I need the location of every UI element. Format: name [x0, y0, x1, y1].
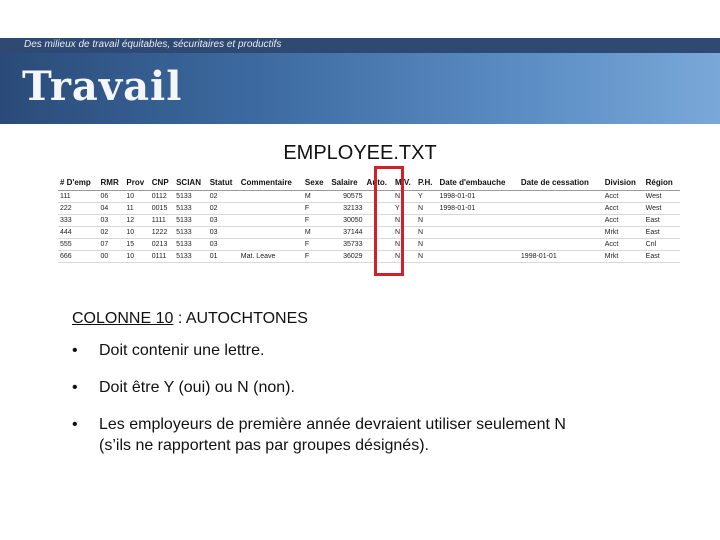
header-tagline: Des milieux de travail équitables, sécuritaires et productifs — [24, 39, 282, 50]
column-header: P.H. — [416, 174, 438, 191]
table-cell — [239, 191, 303, 203]
table-cell: 5133 — [174, 191, 208, 203]
table-cell: 10 — [124, 251, 149, 263]
table-cell: Acct — [603, 215, 644, 227]
bullet-text: Doit contenir une lettre. — [99, 342, 265, 359]
table-body — [58, 191, 680, 263]
table-cell — [239, 227, 303, 239]
table-cell: 222 — [58, 203, 99, 215]
table-cell: N — [393, 191, 416, 203]
column-header: # D'emp — [58, 174, 99, 191]
table-cell: 1111 — [150, 215, 174, 227]
column-header: Région — [644, 174, 680, 191]
table-cell: 5133 — [174, 239, 208, 251]
bullet-item — [72, 340, 592, 361]
table-cell: 36029 — [329, 251, 364, 263]
bullet-icon: • — [72, 342, 78, 359]
table-cell: 1998-01-01 — [438, 203, 519, 215]
table-cell: 03 — [208, 215, 239, 227]
bullet-text: Les employeurs de première année devraient utiliser seulement N (s’ils ne rapportent pas par groupes désignés). — [99, 416, 566, 454]
bullet-item — [72, 414, 592, 456]
table-cell: N — [416, 239, 438, 251]
table-cell: 11 — [124, 203, 149, 215]
table-cell: 03 — [99, 215, 125, 227]
table-cell: 0112 — [150, 191, 174, 203]
table-cell: M — [303, 191, 329, 203]
column-header: Division — [603, 174, 644, 191]
table-cell: N — [393, 251, 416, 263]
table-cell: 0015 — [150, 203, 174, 215]
table-cell: Mat. Leave — [239, 251, 303, 263]
bullet-text: Doit être Y (oui) ou N (non). — [99, 379, 295, 396]
bullet-item — [72, 377, 592, 398]
column-header: M.V. — [393, 174, 416, 191]
table-cell: Cnl — [644, 239, 680, 251]
table-cell: 02 — [208, 191, 239, 203]
table-row — [58, 227, 680, 239]
column-header: CNP — [150, 174, 174, 191]
table-cell — [519, 203, 603, 215]
table-cell: 333 — [58, 215, 99, 227]
table-header-row — [58, 174, 680, 191]
table-cell: 37144 — [329, 227, 364, 239]
table-cell: 0111 — [150, 251, 174, 263]
column-header: Auto. — [365, 174, 393, 191]
bullet-icon: • — [72, 379, 78, 396]
table-cell: 06 — [99, 191, 125, 203]
table-cell — [239, 203, 303, 215]
table-cell: Acct — [603, 191, 644, 203]
auto-column-highlight — [374, 166, 404, 276]
table-cell: 1998-01-01 — [438, 191, 519, 203]
table-cell: Mrkt — [603, 251, 644, 263]
table-cell: 666 — [58, 251, 99, 263]
table-cell — [438, 227, 519, 239]
table-cell: N — [416, 251, 438, 263]
table-cell: 02 — [99, 227, 125, 239]
table-cell — [519, 227, 603, 239]
table-cell — [519, 215, 603, 227]
table-cell: 03 — [208, 239, 239, 251]
column-header: SCIAN — [174, 174, 208, 191]
bullet-list — [72, 340, 592, 472]
table-cell: Y — [416, 191, 438, 203]
header-banner — [0, 53, 720, 124]
table-cell: East — [644, 215, 680, 227]
table-cell: F — [303, 239, 329, 251]
table-cell: Acct — [603, 203, 644, 215]
table-cell: 1998-01-01 — [519, 251, 603, 263]
table-row — [58, 203, 680, 215]
table-cell: 15 — [124, 239, 149, 251]
table-cell: 00 — [99, 251, 125, 263]
table-cell — [438, 215, 519, 227]
column-header: Commentaire — [239, 174, 303, 191]
table-cell — [519, 239, 603, 251]
slide-title: EMPLOYEE.TXT — [283, 142, 437, 164]
table-cell: 10 — [124, 227, 149, 239]
table-cell: East — [644, 227, 680, 239]
column-header: Sexe — [303, 174, 329, 191]
table-cell: 01 — [208, 251, 239, 263]
table-cell: N — [416, 227, 438, 239]
table-cell: 111 — [58, 191, 99, 203]
table-cell: 35733 — [329, 239, 364, 251]
subtitle-column-name: : AUTOCHTONES — [173, 310, 308, 327]
table-row — [58, 251, 680, 263]
table-cell: N — [416, 215, 438, 227]
column-header: Date de cessation — [519, 174, 603, 191]
table-cell: 02 — [208, 203, 239, 215]
table-cell: Y — [393, 203, 416, 215]
table-cell: East — [644, 251, 680, 263]
table-cell: Mrkt — [603, 227, 644, 239]
column-header: Statut — [208, 174, 239, 191]
column-header: RMR — [99, 174, 125, 191]
employee-table — [58, 174, 680, 278]
table-cell: Acct — [603, 239, 644, 251]
table-cell: 5133 — [174, 215, 208, 227]
table-cell: 0213 — [150, 239, 174, 251]
table-cell: 03 — [208, 227, 239, 239]
table-row — [58, 239, 680, 251]
table-cell: N — [393, 239, 416, 251]
table-cell: 5133 — [174, 203, 208, 215]
column-header: Date d'embauche — [438, 174, 519, 191]
table-cell: F — [303, 203, 329, 215]
table-cell: N — [416, 203, 438, 215]
table-cell: 07 — [99, 239, 125, 251]
table-cell: 12 — [124, 215, 149, 227]
subtitle-column-label: COLONNE 10 — [72, 310, 174, 327]
table-cell — [519, 191, 603, 203]
table-cell: West — [644, 203, 680, 215]
table-cell: 10 — [124, 191, 149, 203]
header-strip — [0, 38, 720, 53]
table-cell: M — [303, 227, 329, 239]
table-cell — [239, 215, 303, 227]
table-cell: 04 — [99, 203, 125, 215]
travail-logo: Travail — [22, 63, 183, 110]
table-cell — [438, 251, 519, 263]
table-cell: 444 — [58, 227, 99, 239]
table-cell — [438, 239, 519, 251]
table-cell: 555 — [58, 239, 99, 251]
table-cell: 32133 — [329, 203, 364, 215]
table-cell: 5133 — [174, 227, 208, 239]
slide-subtitle — [72, 310, 308, 328]
table-cell: 30050 — [329, 215, 364, 227]
table-row — [58, 191, 680, 203]
table-cell: 90575 — [329, 191, 364, 203]
table-cell: 5133 — [174, 251, 208, 263]
table-cell: West — [644, 191, 680, 203]
column-header: Prov — [124, 174, 149, 191]
table-cell: N — [393, 215, 416, 227]
table-cell: F — [303, 251, 329, 263]
table-row — [58, 215, 680, 227]
table-cell: 1222 — [150, 227, 174, 239]
table-cell: F — [303, 215, 329, 227]
table-cell: N — [393, 227, 416, 239]
column-header: Salaire — [329, 174, 364, 191]
bullet-icon: • — [72, 416, 78, 433]
table-cell — [239, 239, 303, 251]
